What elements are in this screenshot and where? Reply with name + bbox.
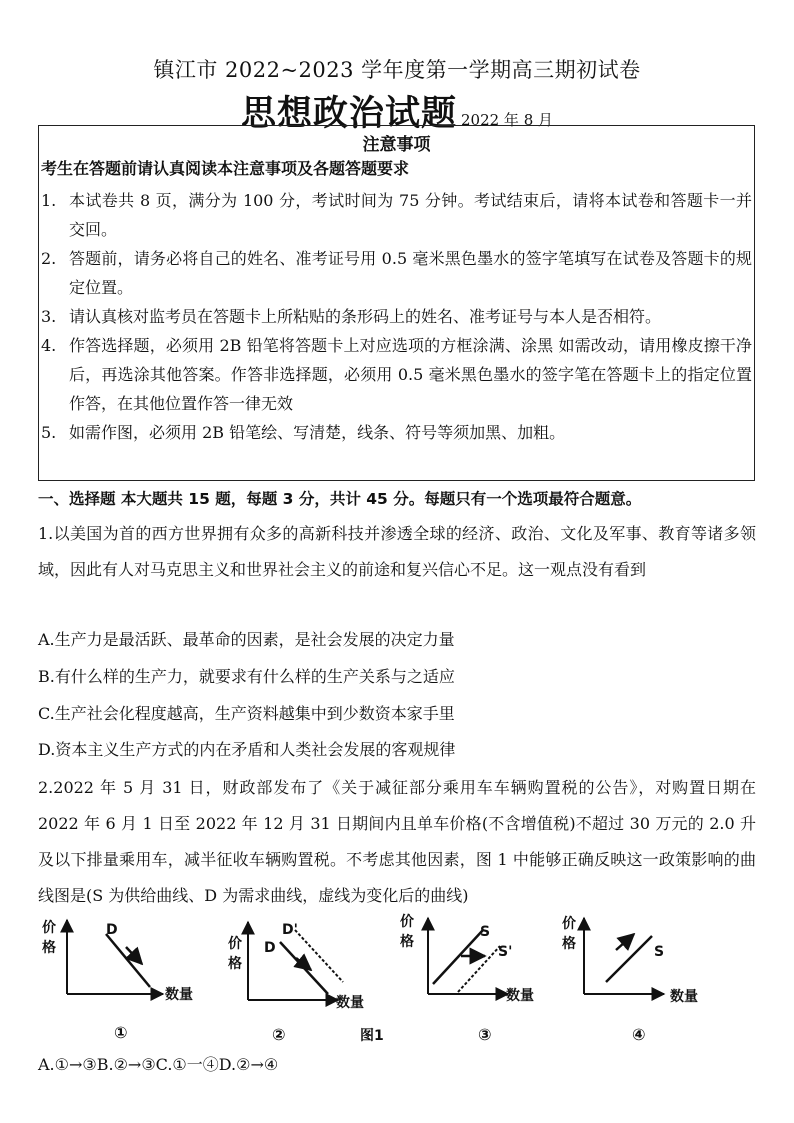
graph-3-x-label: 数量 [506,988,534,1004]
graph-3-curve-label: S [480,924,491,940]
graph-1 [42,919,193,1042]
question-1-option-a: A.生产力是最活跃、最革命的因素，是社会发展的决定力量 [38,630,455,649]
notice-title: 注意事项 [362,135,431,155]
graph-4-supply-curve [606,936,652,982]
question-1-option-c: C.生产社会化程度越高，生产资料越集中到少数资本家手里 [38,704,455,723]
notice-item-number: 1. [41,191,57,210]
notice-item-text: 请认真核对监考员在答题卡上所粘贴的条形码上的姓名、准考证号与本人是否相符。 [69,307,662,326]
graph-1-id: ① [114,1023,128,1042]
notice-item-text: 作答选择题，必须用 2B 铅笔将答题卡上对应选项的方框涂满、涂黑 如需改动，请用橡皮擦干净后，再选涂其他答案。作答非选择题，必须用 0.5 毫米黑色墨水的签字笔在答题卡上的指定位置作答，在其他位置作答一律无效 [69,336,752,413]
figure-caption: 图1 [360,1028,384,1044]
notice-item-number: 2. [41,249,57,268]
graph-2-curve-label: D [264,940,276,956]
notice-item [39,331,752,418]
graph-3 [400,913,534,1044]
graph-1-y-label-1: 价 [42,920,56,936]
graph-2-y-label-1: 价 [228,936,242,952]
notice-item [39,418,752,447]
graph-3-y-label-2: 格 [400,934,414,950]
graph-2-x-label: 数量 [336,995,364,1011]
notice-subtitle: 考生在答题前请认真阅读本注意事项及各题答题要求 [41,159,410,178]
graph-4 [562,915,698,1044]
graph-4-y-label-1: 价 [562,916,576,932]
notice-item-number: 5. [41,423,57,442]
exam-date: 2022 年 8 月 [460,111,554,129]
question-2-options: A.①→③B.②→③C.①一④D.②→④ [38,1055,279,1074]
graph-4-id: ④ [632,1025,646,1044]
exam-title-line1: 镇江市 2022~2023 学年度第一学期高三期初试卷 [153,58,641,82]
section-heading: 一、选择题 本大题共 15 题，每题 3 分，共计 45 分。每题只有一个选项最符合题意。 [38,490,642,508]
notice-item-text: 本试卷共 8 页，满分为 100 分，考试时间为 75 分钟。考试结束后，请将本试卷和答题卡一并交回。 [69,191,752,239]
notice-item [39,186,752,244]
graph-4-y-label-2: 格 [562,936,576,952]
notice-item-text: 如需作图，必须用 2B 铅笔绘、写清楚，线条、符号等须加黑、加粗。 [69,423,566,442]
graph-4-x-label: 数量 [670,989,698,1005]
question-1-stem: 1.以美国为首的西方世界拥有众多的高新科技并渗透全球的经济、政治、文化及军事、教育等诸多领域，因此有人对马克思主义和世界社会主义的前途和复兴信心不足。这一观点没有看到 [38,524,756,579]
notice-item-number: 4. [41,336,57,355]
question-1-option-d: D.资本主义生产方式的内在矛盾和人类社会发展的客观规律 [38,740,456,759]
question-1-option-b: B.有什么样的生产力，就要求有什么样的生产关系与之适应 [38,667,455,686]
graph-1-y-label-2: 格 [42,940,56,956]
graph-4-curve-label: S [654,944,665,960]
subject-title: 思想政治试题 [240,94,457,134]
graph-2 [228,922,364,1044]
graph-3-y-label-1: 价 [400,914,414,930]
graph-1-x-label: 数量 [165,987,193,1003]
graph-3-id: ③ [478,1025,492,1044]
graph-2-id: ② [272,1025,286,1044]
graph-3-supply-curve-shifted [458,946,500,992]
question-2-stem: 2.2022 年 5 月 31 日，财政部发布了《关于减征部分乘用车车辆购置税的公告》，对购置日期在 2022 年 6 月 1 日至 2022 年 12 月 31 日期间内且单车价格(不含增值税)不超过 30 万元的 2.0 升及以下排量乘用车，减半征收车辆购置税。不考虑其他因素，图 1 中能够正确反映这一政策影响的曲线图是(S 为供给曲线、D 为需求曲线，虚线为变化后的曲线) [38,778,756,905]
notice-item-number: 3. [41,307,57,326]
graph-3-curve-label-shifted: S' [498,944,513,960]
figure-1-graphs [38,912,758,1052]
graph-2-curve-label-shifted: D' [282,922,298,938]
notice-box [38,125,755,481]
graph-4-shift-arrow [616,934,634,950]
graph-1-curve-label: D [106,922,118,938]
notice-item-text: 答题前，请务必将自己的姓名、准考证号用 0.5 毫米黑色墨水的签字笔填写在试卷及答题卡的规定位置。 [69,249,752,297]
notice-item [39,244,752,302]
notice-item [39,302,752,331]
graph-2-demand-curve [280,942,328,994]
graph-2-y-label-2: 格 [228,956,242,972]
graph-2-demand-curve-shifted [295,930,343,982]
graph-1-demand-curve [106,934,150,987]
